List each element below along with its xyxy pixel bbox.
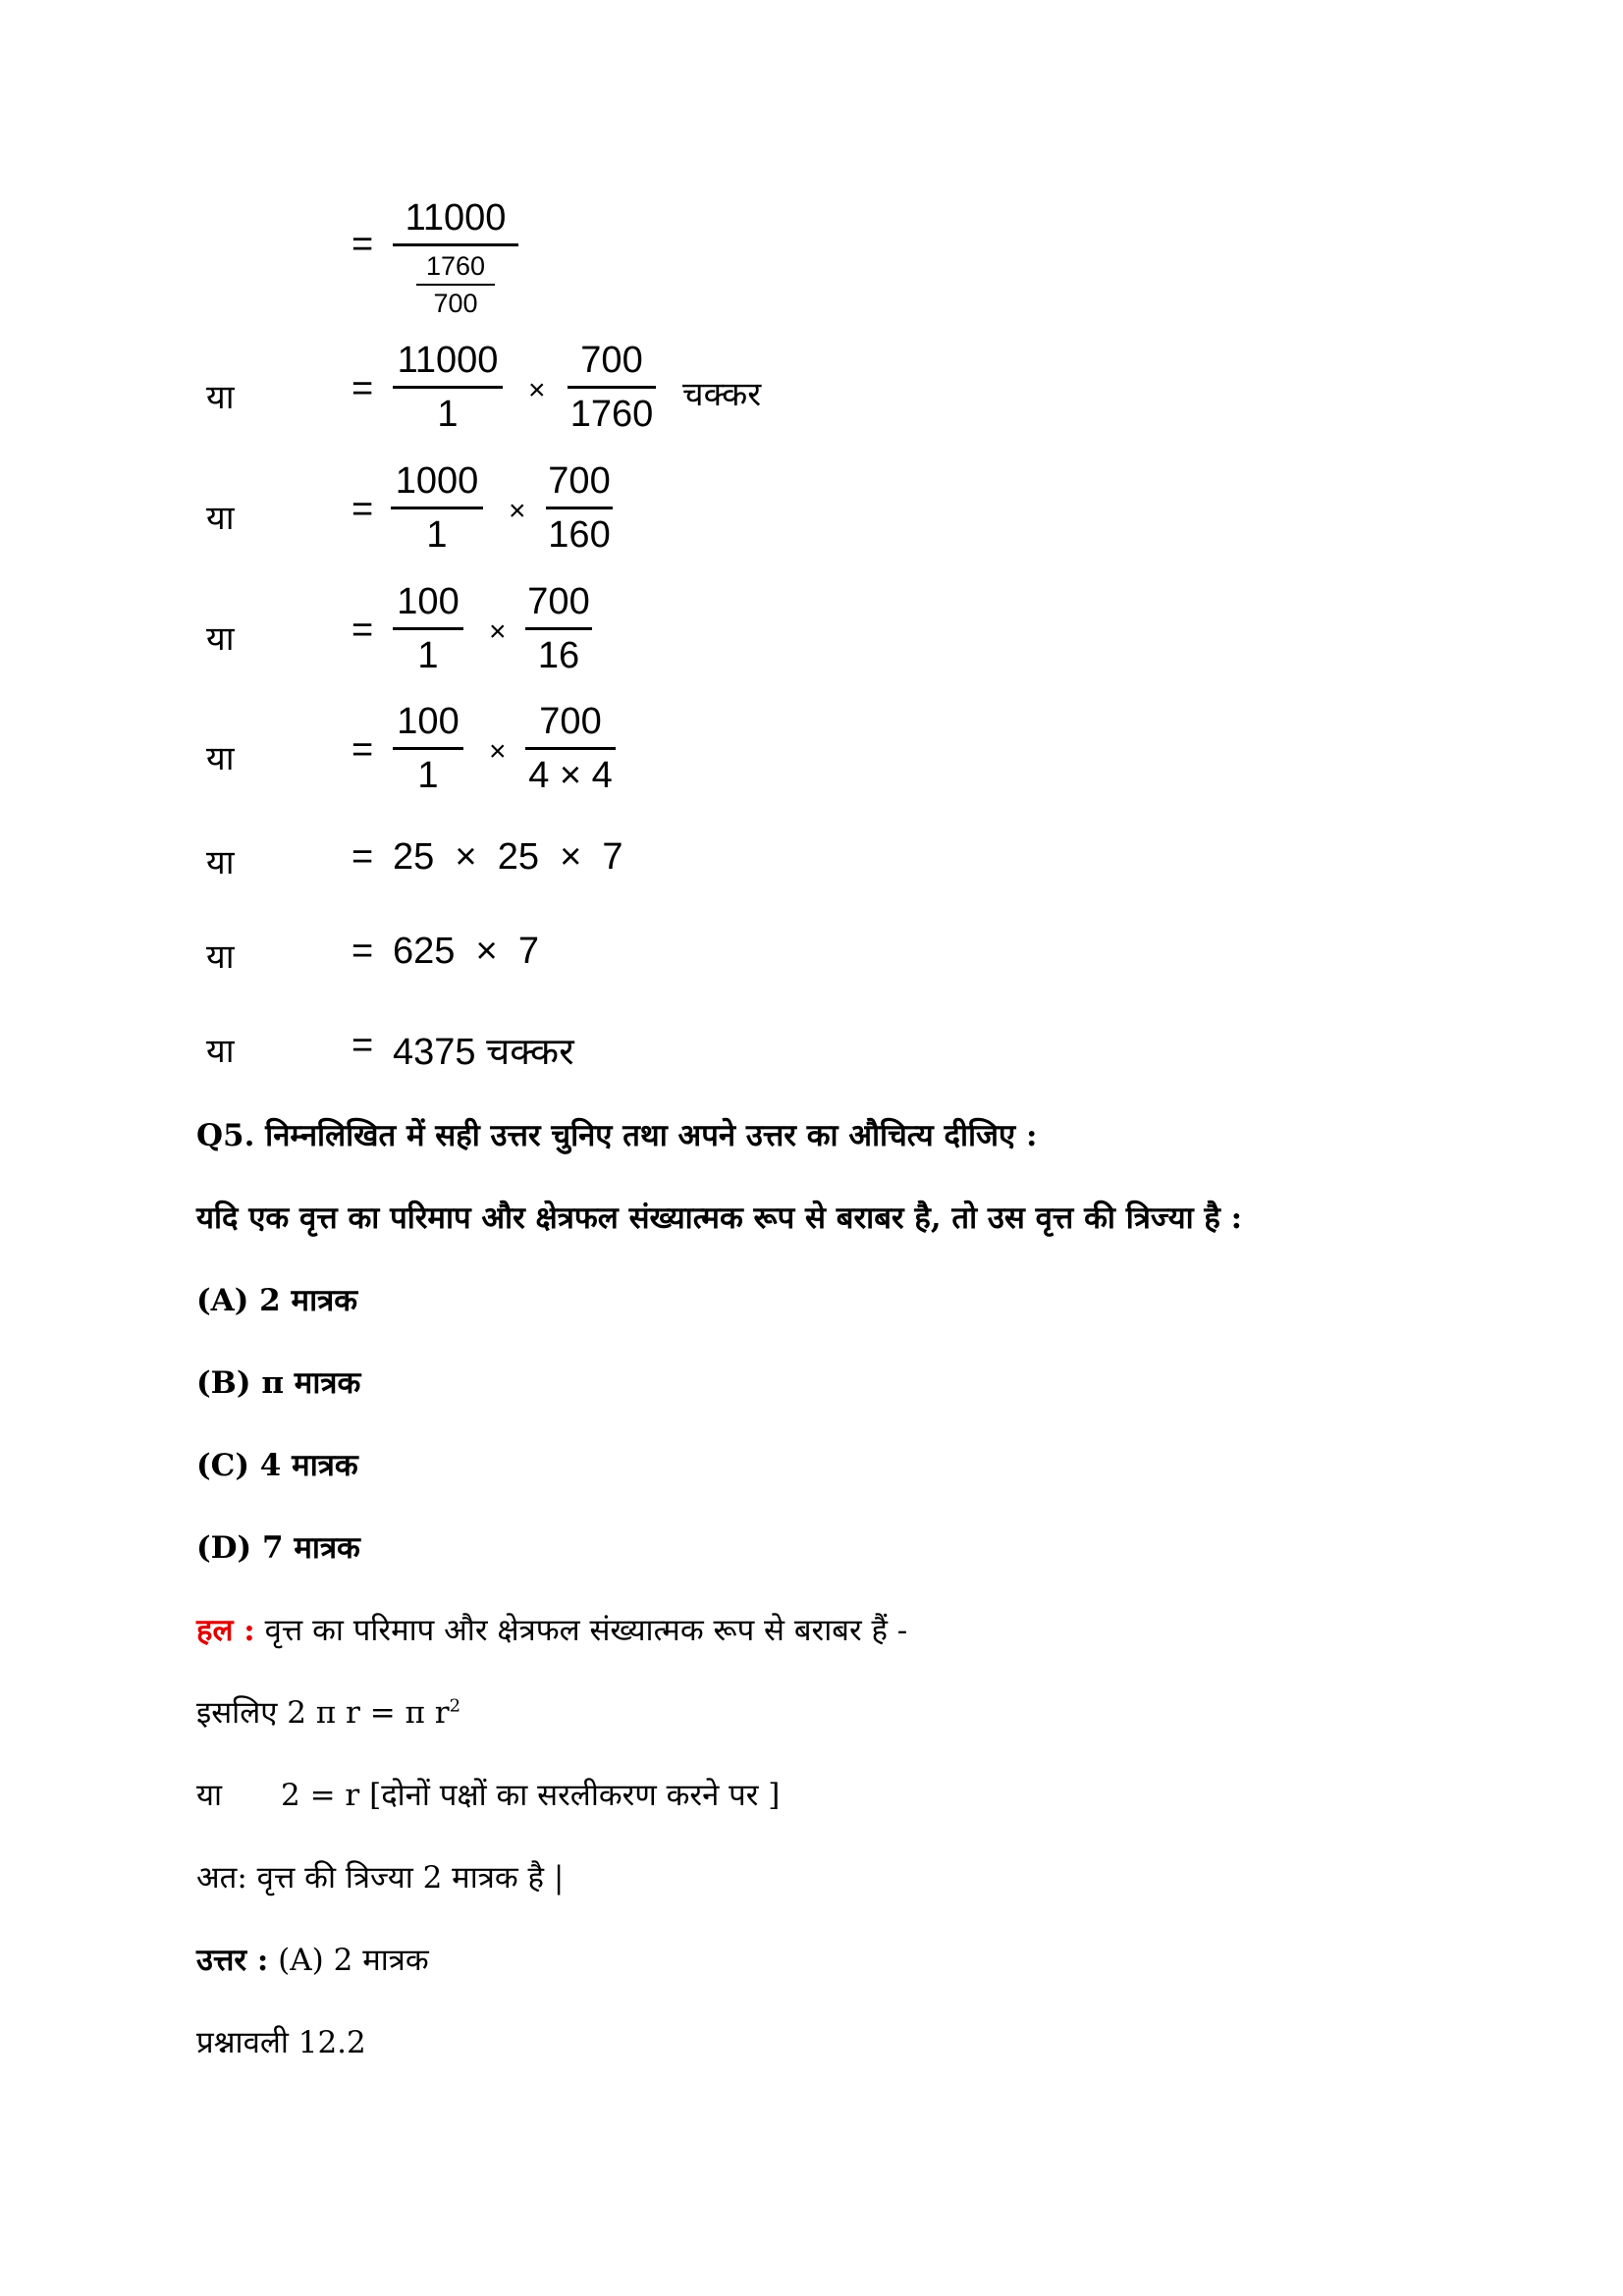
ya-label: या [206, 1032, 235, 1071]
solution-text: वृत्त का परिमाप और क्षेत्रफल संख्यात्मक रूप से बराबर हैं - [254, 1613, 908, 1648]
denominator: 160 [548, 514, 611, 556]
fraction-bar [391, 507, 483, 509]
numerator: 1000 [395, 460, 479, 502]
fraction-bar [525, 747, 616, 750]
fraction-1 [391, 459, 483, 557]
equation-text: 2 = r [दोनों पक्षों का सरलीकरण करने पर ] [281, 1778, 781, 1813]
expression: 625 × 7 [393, 931, 539, 972]
times-sign: × [528, 374, 546, 406]
equals-sign: = [352, 729, 374, 771]
option-d: (D) 7 मात्रक [196, 1530, 360, 1566]
fraction-1 [393, 339, 503, 436]
fraction-bar [393, 386, 503, 389]
unit-word: चक्कर [682, 375, 762, 414]
equals-sign: = [352, 368, 374, 409]
solution-line-1 [196, 1609, 907, 1650]
numerator: 700 [580, 340, 643, 381]
ya-label: या [206, 739, 235, 778]
ya-label: या [196, 1778, 223, 1813]
times-sign: × [509, 495, 526, 527]
answer-value: (A) 2 मात्रक [268, 1943, 429, 1978]
fraction-1 [393, 700, 463, 797]
equals-sign: = [352, 224, 374, 265]
equals-sign: = [352, 836, 374, 878]
numerator: 700 [539, 701, 602, 742]
option-a: (A) 2 मात्रक [196, 1283, 358, 1318]
equals-sign: = [352, 1025, 374, 1066]
fraction-bar [568, 386, 656, 389]
equals-sign: = [352, 489, 374, 530]
equation-text: इसलिए 2 π r = π r [196, 1695, 450, 1731]
fraction-bar [546, 507, 613, 509]
numerator: 700 [527, 581, 590, 622]
option-c: (C) 4 मात्रक [196, 1448, 358, 1483]
denominator: 1 [417, 755, 439, 796]
times-sign: × [489, 615, 507, 648]
denominator: 16 [537, 635, 580, 676]
solution-line-3 [196, 1774, 780, 1815]
inner-denominator: 700 [433, 289, 478, 318]
fraction-2 [568, 339, 656, 436]
times-sign: × [489, 735, 507, 768]
question-statement: यदि एक वृत्त का परिमाप और क्षेत्रफल संख्यात्मक रूप से बराबर है, तो उस वृत्त की त्रिज्या है : [196, 1201, 1243, 1236]
solution-line-2 [196, 1691, 460, 1733]
question-title: Q5. निम्नलिखित में सही उत्तर चुनिए तथा अपने उत्तर का औचित्य दीजिए : [196, 1118, 1038, 1153]
expression: 25 × 25 × 7 [393, 836, 623, 878]
solution-line-4: अत: वृत्त की त्रिज्या 2 मात्रक है | [196, 1860, 565, 1896]
fraction-bar [393, 747, 463, 750]
nested-fraction [393, 196, 518, 319]
denominator: 4 × 4 [528, 755, 613, 796]
numerator: 100 [397, 581, 460, 622]
numerator: 100 [397, 701, 460, 742]
fraction-bar [393, 243, 518, 246]
denominator: 1 [417, 635, 439, 676]
fraction-1 [393, 580, 463, 677]
fraction-2 [525, 580, 592, 677]
option-b: (B) π मात्रक [196, 1365, 361, 1401]
fraction-bar [525, 627, 592, 630]
inner-fraction-bar [416, 284, 495, 286]
equals-sign: = [352, 931, 374, 972]
ya-label: या [206, 937, 235, 977]
expression: 4375 चक्कर [393, 1032, 574, 1073]
ya-label: या [206, 378, 235, 417]
denominator: 1760 [569, 394, 654, 435]
numerator: 11000 [405, 197, 507, 239]
fraction-bar [393, 627, 463, 630]
answer-label: उत्तर : [196, 1943, 269, 1978]
ya-label: या [206, 619, 235, 659]
fraction-2 [525, 700, 616, 797]
ya-label: या [206, 499, 235, 538]
next-section-heading: प्रश्नावली 12.2 [196, 2025, 366, 2060]
ya-label: या [206, 843, 235, 882]
denominator: 1 [426, 514, 448, 556]
solution-label: हल : [196, 1613, 255, 1648]
exponent: 2 [449, 1695, 461, 1717]
denominator: 1 [437, 394, 459, 435]
fraction-2 [546, 459, 613, 557]
numerator: 11000 [397, 340, 499, 381]
equals-sign: = [352, 610, 374, 651]
inner-numerator: 1760 [425, 251, 486, 281]
answer-line [196, 1939, 429, 1980]
numerator: 700 [548, 460, 611, 502]
